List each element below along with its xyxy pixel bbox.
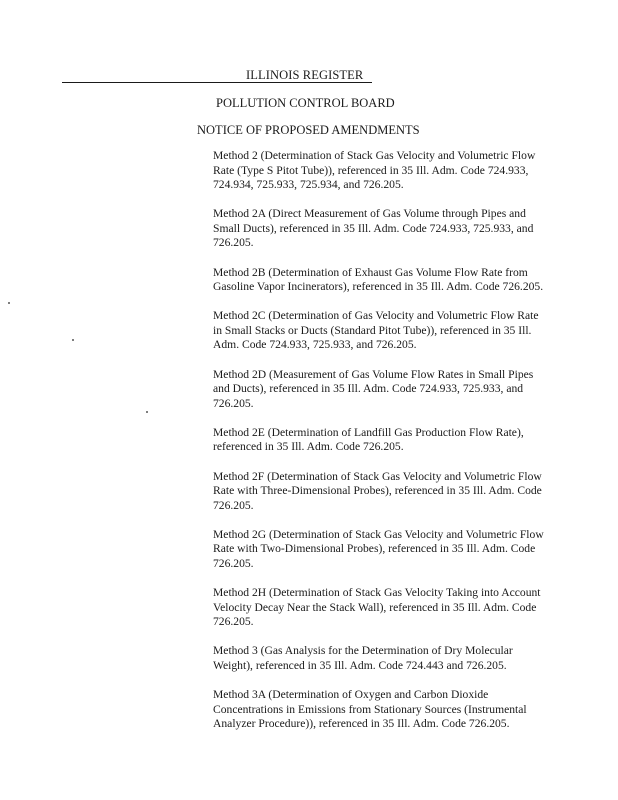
register-title: ILLINOIS REGISTER — [246, 68, 364, 82]
method-2h: Method 2H (Determination of Stack Gas Velocity Taking into Account Velocity Decay Near the Stack Wall), referenced in 35 Ill. Adm. Code 726.205. — [213, 586, 541, 629]
method-2b: Method 2B (Determination of Exhaust Gas Volume Flow Rate from Gasoline Vapor Incinerators), referenced in 35 Ill. Adm. Code 726.205. — [213, 265, 544, 294]
notice-title: NOTICE OF PROPOSED AMENDMENTS — [197, 123, 420, 137]
method-2c: Method 2C (Determination of Gas Velocity and Volumetric Flow Rate in Small Stacks or Ducts (Standard Pitot Tube)), referenced in 35 Ill. Adm. Code 724.933, 725.933, and 726.205. — [213, 309, 539, 352]
method-3: Method 3 (Gas Analysis for the Determination of Dry Molecular Weight), referenced in 35 Ill. Adm. Code 724.443 and 726.205. — [213, 644, 513, 672]
method-2g: Method 2G (Determination of Stack Gas Velocity and Volumetric Flow Rate with Two-Dimensional Probes), referenced in 35 Ill. Adm. Code 726.205. — [213, 527, 544, 570]
scan-speck — [8, 302, 10, 304]
method-2a: Method 2A (Direct Measurement of Gas Volume through Pipes and Small Ducts), referenced in 35 Ill. Adm. Code 724.933, 725.933, and 726.205. — [213, 207, 534, 250]
method-2f: Method 2F (Determination of Stack Gas Velocity and Volumetric Flow Rate with Three-Dimensional Probes), referenced in 35 Ill. Adm. Code 726.205. — [213, 469, 542, 512]
method-2d: Method 2D (Measurement of Gas Volume Flow Rates in Small Pipes and Ducts), referenced in 35 Ill. Adm. Code 724.933, 725.933, and 726.205. — [213, 367, 534, 410]
scan-speck — [72, 339, 74, 341]
method-3a: Method 3A (Determination of Oxygen and Carbon Dioxide Concentrations in Emissions from Stationary Sources (Instrumental Analyzer Procedure)), referenced in 35 Ill. Adm. Code 726.205. — [213, 688, 527, 731]
method-2e: Method 2E (Determination of Landfill Gas Production Flow Rate), referenced in 35 Ill. Adm. Code 726.205. — [213, 425, 524, 454]
scan-speck — [146, 411, 148, 413]
method-2: Method 2 (Determination of Stack Gas Velocity and Volumetric Flow Rate (Type S Pitot Tube)), referenced in 35 Ill. Adm. Code 724.933, 724.934, 725.933, 725.934, and 726.205. — [213, 149, 536, 192]
board-title: POLLUTION CONTROL BOARD — [216, 96, 395, 110]
method-list — [213, 149, 548, 746]
